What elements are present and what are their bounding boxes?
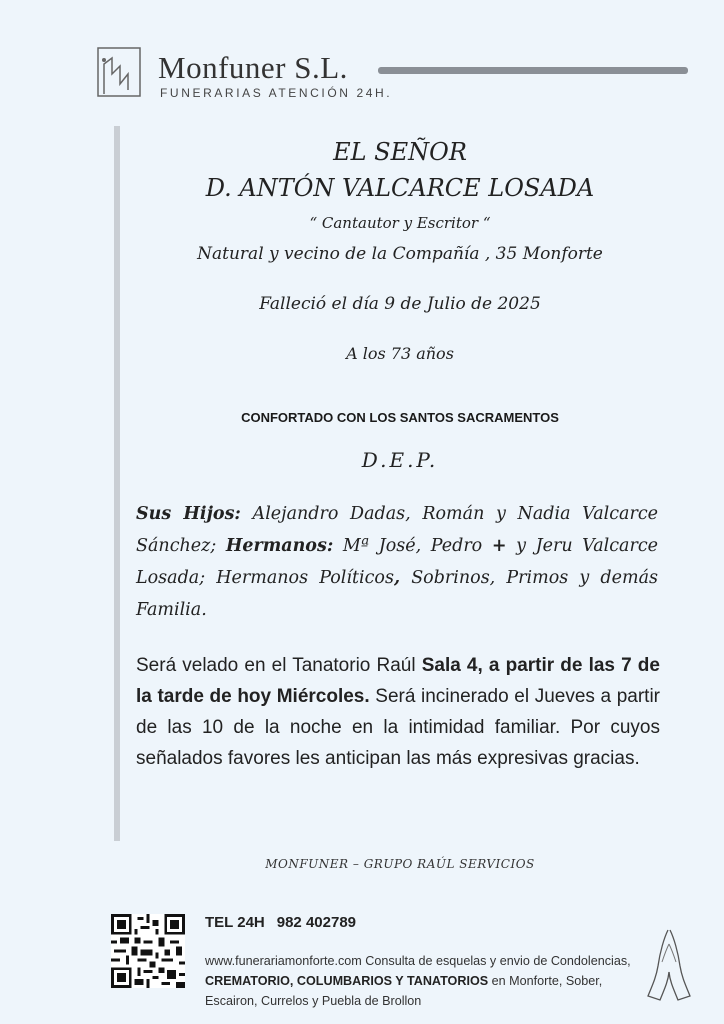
contact-text1: Consulta de esquelas y envio de Condolencias, — [361, 954, 631, 968]
services-bold: CREMATORIO, COLUMBARIOS Y TANATORIOS — [205, 974, 489, 988]
wake-paragraph — [136, 650, 660, 774]
notice-title: EL SEÑOR — [333, 138, 467, 166]
hermanos-rest: y Jeru Valcarce Losada; Hermanos Políticos — [136, 536, 659, 588]
qr-code-icon — [111, 914, 185, 988]
side-bar — [114, 126, 120, 841]
deceased-profession: “ Cantautor y Escritor “ — [309, 214, 491, 232]
hijos-names: Alejandro Dadas, Román y Nadia Valcarce Sánchez; — [136, 504, 658, 556]
deceased-name: D. ANTÓN VALCARCE LOSADA — [205, 174, 595, 202]
death-date: Falleció el día 9 de Julio de 2025 — [259, 294, 541, 314]
praying-hands-icon — [644, 926, 694, 1004]
hijos-label: Sus Hijos: — [136, 504, 241, 524]
hermanos-label: Hermanos: — [225, 536, 334, 556]
deceased-origin: Natural y vecino de la Compañía , 35 Monforte — [197, 244, 603, 264]
hermanos-names: Mª José, Pedro — [333, 536, 492, 556]
family-rest: Sobrinos, Primos y demás Familia. — [136, 568, 658, 620]
comma: , — [393, 568, 401, 588]
deceased-age: A los 73 años — [346, 344, 454, 363]
rip-line: D.E.P. — [361, 448, 439, 472]
wake-room: Sala 4 — [421, 655, 478, 676]
website-link[interactable]: www.funerariamonforte.com — [205, 954, 362, 968]
phone-line — [205, 914, 368, 931]
phone-label: TEL 24H — [205, 914, 265, 931]
signature: MONFUNER – GRUPO RAÚL SERVICIOS — [265, 857, 535, 871]
contact-text2: en Monforte, Sober, Escairon, Currelos y Puebla de Brollon — [205, 974, 603, 1008]
logo-icon — [92, 44, 146, 102]
wake-part2: Será incinerado el Jueves a partir de las 10 de la noche en la intimidad familiar. Por cuyos señalados favores les anticipan las más expresivas gracias. — [136, 686, 660, 769]
deceased-cross: + — [491, 536, 507, 556]
brand-name: Monfuner S.L. — [158, 50, 348, 85]
brand-tagline: FUNERARIAS ATENCIÓN 24H. — [160, 86, 393, 100]
contact-paragraph — [205, 951, 645, 1011]
header-rule — [378, 67, 688, 74]
family-paragraph — [136, 498, 658, 626]
wake-time: , a partir de las 7 de la tarde de hoy Miércoles. — [136, 655, 660, 707]
wake-part1: Será velado en el Tanatorio Raúl — [136, 655, 422, 676]
sacraments-line: CONFORTADO CON LOS SANTOS SACRAMENTOS — [241, 410, 559, 425]
phone-number[interactable]: 982 402789 — [276, 914, 356, 931]
